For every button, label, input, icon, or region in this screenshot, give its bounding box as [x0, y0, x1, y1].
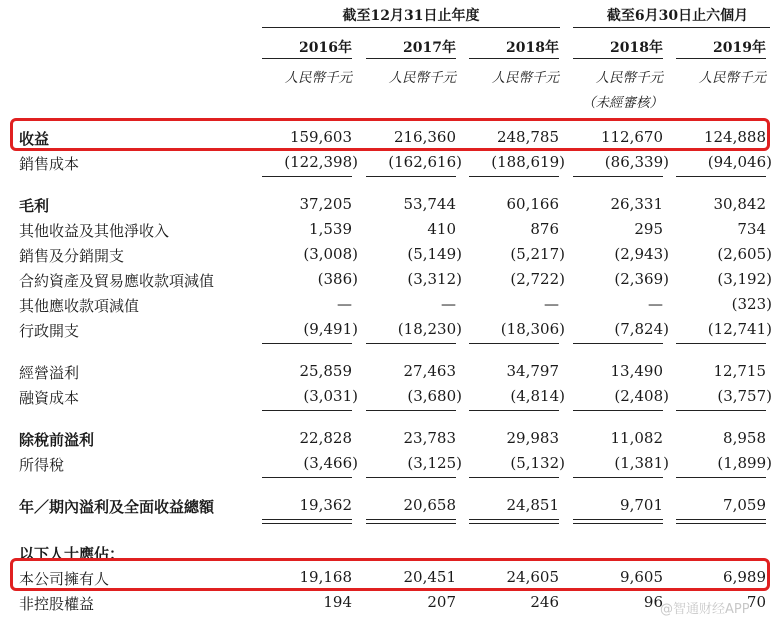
subtotal-rule-3d [573, 410, 663, 411]
cell-non-controlling-interests-2018-fy: 246 [530, 593, 559, 611]
cell-other-revenue-2019-hy: 734 [737, 220, 766, 238]
cell-contract-asset-impairment-2017: (3,312) [407, 270, 462, 288]
cell-total-comprehensive-income-2019-hy: 7,059 [723, 496, 766, 514]
double-rule-bottom-e [676, 523, 766, 524]
subtotal-rule-4e [676, 477, 766, 478]
unaudited-label: （未經審核） [582, 95, 663, 111]
subtotal-rule-1b [366, 176, 456, 177]
cell-gross-profit-2018-hy: 26,331 [610, 195, 663, 213]
highlight-box-owners [10, 558, 770, 591]
double-rule-bottom-d [573, 523, 663, 524]
col-header-2018-fy: 2018年 [506, 40, 559, 56]
cell-non-controlling-interests-2019-hy: 70 [746, 593, 766, 611]
cell-profit-before-tax-2018-fy: 29,983 [506, 429, 559, 447]
cell-admin-expenses-2019-hy: (12,741) [707, 320, 772, 338]
row-label-operating-profit: 經營溢利 [19, 364, 80, 382]
subtotal-rule-1d [573, 176, 663, 177]
year-rule-4 [573, 58, 663, 59]
row-label-profit-before-tax: 除稅前溢利 [19, 431, 95, 449]
cell-total-comprehensive-income-2017: 20,658 [403, 496, 456, 514]
year-rule-2 [366, 58, 456, 59]
cell-other-receivables-impairment-2019-hy: (323) [731, 295, 772, 313]
subtotal-rule-1a [262, 176, 352, 177]
cell-other-revenue-2018-hy: 295 [634, 220, 663, 238]
header-group-rule-hy [573, 27, 770, 28]
unit-label-2018-fy: 人民幣千元 [491, 70, 559, 86]
subtotal-rule-4a [262, 477, 352, 478]
subtotal-rule-2a [262, 343, 352, 344]
cell-revenue-2019-hy: 124,888 [703, 128, 766, 146]
subtotal-rule-1c [469, 176, 559, 177]
cell-total-comprehensive-income-2018-fy: 24,851 [506, 496, 559, 514]
subtotal-rule-2d [573, 343, 663, 344]
subtotal-rule-3a [262, 410, 352, 411]
cell-revenue-2017: 216,360 [393, 128, 456, 146]
cell-finance-costs-2018-hy: (2,408) [614, 387, 669, 405]
cell-operating-profit-2016: 25,859 [299, 362, 352, 380]
row-label-other-receivables-impairment: 其他應收款項減值 [19, 297, 140, 315]
year-rule-3 [469, 58, 559, 59]
cell-cost-of-sales-2019-hy: (94,046) [707, 153, 772, 171]
cell-selling-expenses-2019-hy: (2,605) [717, 245, 772, 263]
cell-other-revenue-2017: 410 [427, 220, 456, 238]
cell-contract-asset-impairment-2018-hy: (2,369) [614, 270, 669, 288]
row-label-finance-costs: 融資成本 [19, 389, 80, 407]
row-label-revenue: 收益 [19, 130, 50, 148]
unit-label-2017: 人民幣千元 [388, 70, 456, 86]
cell-finance-costs-2019-hy: (3,757) [717, 387, 772, 405]
double-rule-top-c [469, 519, 559, 520]
unit-label-2016: 人民幣千元 [284, 70, 352, 86]
double-rule-bottom-c [469, 523, 559, 524]
cell-admin-expenses-2017: (18,230) [397, 320, 462, 338]
subtotal-rule-4b [366, 477, 456, 478]
cell-gross-profit-2019-hy: 30,842 [713, 195, 766, 213]
row-label-admin-expenses: 行政開支 [19, 322, 80, 340]
subtotal-rule-4d [573, 477, 663, 478]
double-rule-top-a [262, 519, 352, 520]
cell-cost-of-sales-2018-fy: (188,619) [491, 153, 565, 171]
row-label-cost-of-sales: 銷售成本 [19, 155, 80, 173]
row-label-non-controlling-interests: 非控股權益 [19, 595, 95, 613]
row-label-gross-profit: 毛利 [19, 197, 50, 215]
cell-other-revenue-2018-fy: 876 [530, 220, 559, 238]
header-group-fiscal-year: 截至12月31日止年度 [342, 8, 480, 24]
cell-finance-costs-2016: (3,031) [303, 387, 358, 405]
double-rule-top-d [573, 519, 663, 520]
row-label-attributable-to: 以下人士應佔： [19, 545, 125, 563]
cell-operating-profit-2018-fy: 34,797 [506, 362, 559, 380]
unit-label-2018-hy: 人民幣千元 [595, 70, 663, 86]
cell-profit-before-tax-2019-hy: 8,958 [723, 429, 766, 447]
cell-owners-of-company-2018-hy: 9,605 [620, 568, 663, 586]
watermark-text: @智通财经APP [660, 602, 750, 617]
cell-profit-before-tax-2018-hy: 11,082 [610, 429, 663, 447]
subtotal-rule-3c [469, 410, 559, 411]
cell-revenue-2018-hy: 112,670 [600, 128, 663, 146]
cell-cost-of-sales-2016: (122,398) [284, 153, 358, 171]
cell-cost-of-sales-2018-hy: (86,339) [604, 153, 669, 171]
cell-owners-of-company-2016: 19,168 [299, 568, 352, 586]
double-rule-top-b [366, 519, 456, 520]
row-label-owners-of-company: 本公司擁有人 [19, 570, 110, 588]
cell-contract-asset-impairment-2018-fy: (2,722) [510, 270, 565, 288]
cell-other-receivables-impairment-2017: — [441, 295, 456, 313]
cell-operating-profit-2018-hy: 13,490 [610, 362, 663, 380]
header-group-half-year: 截至6月30日止六個月 [606, 8, 749, 24]
cell-operating-profit-2017: 27,463 [403, 362, 456, 380]
cell-admin-expenses-2018-fy: (18,306) [500, 320, 565, 338]
cell-owners-of-company-2017: 20,451 [403, 568, 456, 586]
cell-selling-expenses-2016: (3,008) [303, 245, 358, 263]
cell-contract-asset-impairment-2019-hy: (3,192) [717, 270, 772, 288]
year-rule-1 [262, 58, 352, 59]
cell-non-controlling-interests-2018-hy: 96 [643, 593, 663, 611]
subtotal-rule-1e [676, 176, 766, 177]
row-label-total-comprehensive-income: 年／期內溢利及全面收益總額 [19, 498, 215, 516]
year-rule-5 [676, 58, 766, 59]
cell-selling-expenses-2018-fy: (5,217) [510, 245, 565, 263]
cell-selling-expenses-2018-hy: (2,943) [614, 245, 669, 263]
cell-admin-expenses-2016: (9,491) [303, 320, 358, 338]
cell-operating-profit-2019-hy: 12,715 [713, 362, 766, 380]
row-label-contract-asset-impairment: 合約資產及貿易應收款項減值 [19, 272, 215, 290]
cell-cost-of-sales-2017: (162,616) [388, 153, 462, 171]
cell-income-tax-2018-hy: (1,381) [614, 454, 669, 472]
header-group-rule-fy [262, 27, 560, 28]
cell-total-comprehensive-income-2016: 19,362 [299, 496, 352, 514]
cell-income-tax-2019-hy: (1,899) [717, 454, 772, 472]
subtotal-rule-2e [676, 343, 766, 344]
cell-other-receivables-impairment-2016: — [337, 295, 352, 313]
cell-income-tax-2018-fy: (5,132) [510, 454, 565, 472]
cell-other-receivables-impairment-2018-fy: — [544, 295, 559, 313]
highlight-box-revenue [10, 118, 770, 151]
cell-finance-costs-2017: (3,680) [407, 387, 462, 405]
cell-admin-expenses-2018-hy: (7,824) [614, 320, 669, 338]
cell-revenue-2018-fy: 248,785 [496, 128, 559, 146]
cell-profit-before-tax-2017: 23,783 [403, 429, 456, 447]
cell-contract-asset-impairment-2016: (386) [317, 270, 358, 288]
col-header-2016: 2016年 [299, 40, 352, 56]
unit-label-2019-hy: 人民幣千元 [698, 70, 766, 86]
cell-gross-profit-2017: 53,744 [403, 195, 456, 213]
cell-income-tax-2016: (3,466) [303, 454, 358, 472]
cell-gross-profit-2018-fy: 60,166 [506, 195, 559, 213]
double-rule-top-e [676, 519, 766, 520]
subtotal-rule-3b [366, 410, 456, 411]
cell-owners-of-company-2019-hy: 6,989 [723, 568, 766, 586]
row-label-selling-expenses: 銷售及分銷開支 [19, 247, 125, 265]
subtotal-rule-2b [366, 343, 456, 344]
cell-owners-of-company-2018-fy: 24,605 [506, 568, 559, 586]
cell-revenue-2016: 159,603 [289, 128, 352, 146]
cell-other-receivables-impairment-2018-hy: — [648, 295, 663, 313]
cell-non-controlling-interests-2016: 194 [323, 593, 352, 611]
row-label-income-tax: 所得稅 [19, 456, 65, 474]
cell-gross-profit-2016: 37,205 [299, 195, 352, 213]
subtotal-rule-4c [469, 477, 559, 478]
cell-other-revenue-2016: 1,539 [309, 220, 352, 238]
cell-non-controlling-interests-2017: 207 [427, 593, 456, 611]
col-header-2018-hy: 2018年 [610, 40, 663, 56]
subtotal-rule-2c [469, 343, 559, 344]
cell-income-tax-2017: (3,125) [407, 454, 462, 472]
cell-total-comprehensive-income-2018-hy: 9,701 [620, 496, 663, 514]
subtotal-rule-3e [676, 410, 766, 411]
double-rule-bottom-b [366, 523, 456, 524]
col-header-2019-hy: 2019年 [713, 40, 766, 56]
col-header-2017: 2017年 [403, 40, 456, 56]
cell-finance-costs-2018-fy: (4,814) [510, 387, 565, 405]
cell-profit-before-tax-2016: 22,828 [299, 429, 352, 447]
double-rule-bottom-a [262, 523, 352, 524]
row-label-other-revenue: 其他收益及其他淨收入 [19, 222, 170, 240]
cell-selling-expenses-2017: (5,149) [407, 245, 462, 263]
